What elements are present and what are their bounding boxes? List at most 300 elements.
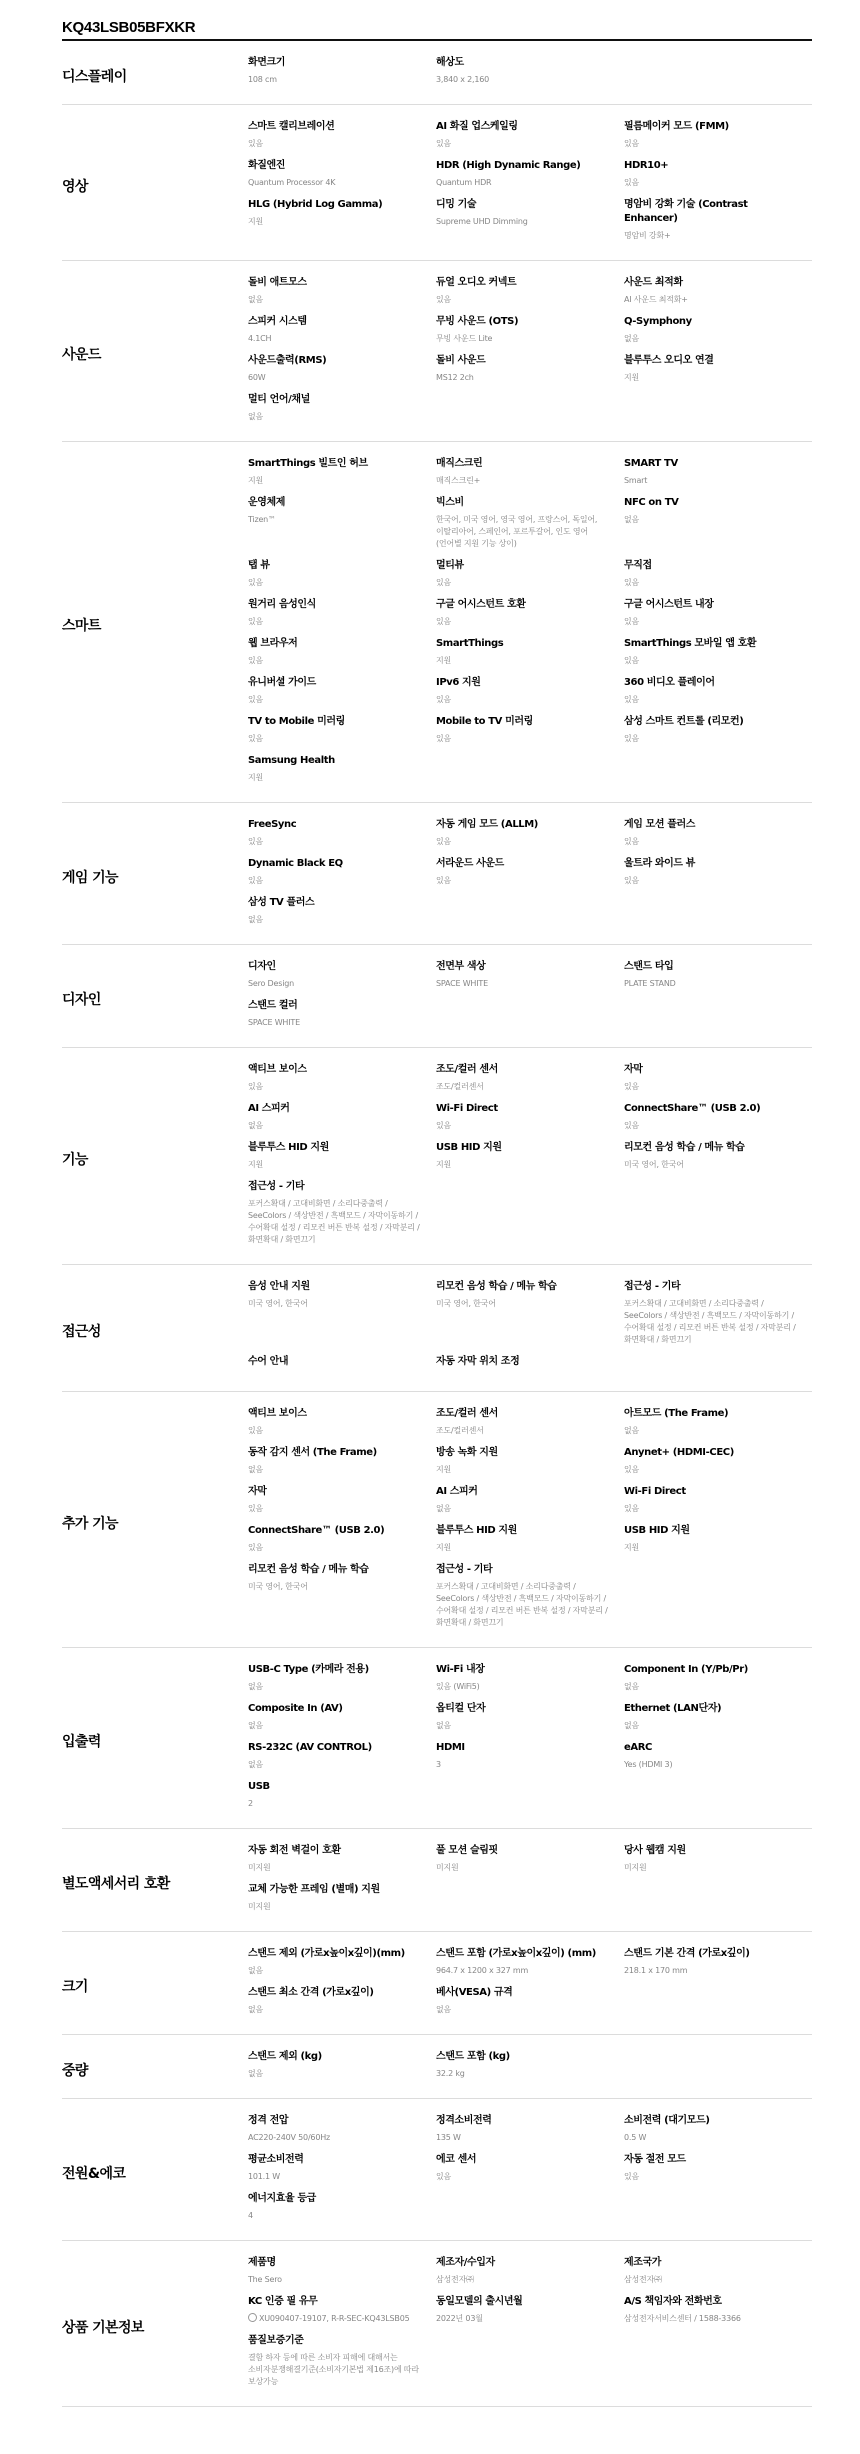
- spec-item: [248, 1180, 436, 1246]
- spec-item: [436, 159, 624, 189]
- spec-value: 있음: [248, 656, 264, 665]
- spec-label: 화질엔진: [248, 160, 286, 171]
- spec-label: USB: [248, 1781, 270, 1792]
- spec-label: 에코 센서: [436, 2154, 477, 2165]
- spec-item: [624, 1741, 812, 1771]
- spec-value: 지원: [436, 656, 452, 665]
- spec-label: 멀티뷰: [436, 560, 464, 571]
- section-title: 게임 기능: [62, 869, 118, 886]
- spec-value: 명암비 강화+: [624, 231, 671, 240]
- spec-section: [62, 2241, 812, 2407]
- spec-item: [248, 496, 436, 550]
- spec-value: 포커스확대 / 고대비화면 / 소리다중출력 / SeeColors / 색상반전 / 흑백모드 / 자막이동하기 / 수어확대 설정 / 리모컨 버튼 반복 설정 / 자막분리 / 화면확대 / 화면끄기: [624, 1299, 796, 1344]
- spec-value: 미지원: [436, 1863, 459, 1872]
- spec-value: 있음: [624, 837, 640, 846]
- spec-grid: [248, 1063, 812, 1255]
- spec-item: [248, 857, 436, 887]
- spec-value: 2022년 03월: [436, 2314, 483, 2323]
- spec-value: 3,840 x 2,160: [436, 75, 490, 84]
- spec-item: [624, 1446, 812, 1476]
- spec-value: 있음: [624, 734, 640, 743]
- spec-label: 수어 안내: [248, 1356, 289, 1367]
- spec-item: [248, 1446, 436, 1476]
- spec-label: 빅스비: [436, 497, 464, 508]
- spec-value: 있음: [624, 656, 640, 665]
- spec-section: [62, 261, 812, 442]
- spec-value: 없음: [624, 334, 640, 343]
- spec-item: [436, 276, 624, 306]
- spec-item: [248, 1102, 436, 1132]
- spec-grid: [248, 1280, 812, 1382]
- spec-value: 있음: [436, 578, 452, 587]
- spec-item: [624, 496, 812, 550]
- spec-label: Mobile to TV 미러링: [436, 716, 533, 727]
- spec-item: [436, 2114, 624, 2144]
- spec-item: [436, 457, 624, 487]
- spec-value: 지원: [436, 1543, 452, 1552]
- spec-value: 있음: [248, 837, 264, 846]
- spec-item: [248, 1280, 436, 1346]
- spec-value: 있음: [248, 1426, 264, 1435]
- spec-label: AI 스피커: [436, 1486, 478, 1497]
- spec-grid: [248, 1947, 812, 2025]
- spec-value: 있음 (WiFi5): [436, 1682, 480, 1691]
- spec-item: [436, 198, 624, 242]
- spec-value: 삼성전자㈜: [624, 2275, 662, 2284]
- spec-label: 자동 회전 벽걸이 호환: [248, 1845, 341, 1856]
- spec-label: 유니버셜 가이드: [248, 677, 316, 688]
- spec-label: 스탠드 포함 (가로x높이x깊이) (mm): [436, 1948, 596, 1959]
- spec-item: [624, 1844, 812, 1874]
- spec-grid: [248, 1663, 812, 1819]
- spec-item: [624, 1102, 812, 1132]
- spec-item: [436, 715, 624, 745]
- spec-label: 자동 게임 모드 (ALLM): [436, 819, 538, 830]
- spec-label: Wi-Fi 내장: [436, 1664, 485, 1675]
- spec-item: [436, 2256, 624, 2286]
- spec-label: 전면부 색상: [436, 961, 486, 972]
- spec-item: [624, 676, 812, 706]
- spec-label: 조도/컬러 센서: [436, 1064, 498, 1075]
- spec-item: [436, 637, 624, 667]
- spec-item: [624, 637, 812, 667]
- spec-value: 있음: [436, 876, 452, 885]
- spec-value: 결함 하자 등에 따른 소비자 피해에 대해서는 소비자분쟁해결기준(소비자기본법 제16조)에 따라 보상가능: [248, 2353, 419, 2386]
- spec-item: [624, 960, 812, 990]
- spec-value: 삼성전자서비스센터 / 1588-3366: [624, 2314, 741, 2323]
- spec-label: Dynamic Black EQ: [248, 858, 343, 869]
- spec-label: HDR (High Dynamic Range): [436, 160, 581, 171]
- spec-grid: [248, 1844, 812, 1922]
- spec-value: 있음: [624, 139, 640, 148]
- spec-item: [248, 2050, 436, 2080]
- spec-item: [248, 2295, 436, 2325]
- spec-label: 리모컨 음성 학습 / 메뉴 학습: [436, 1281, 557, 1292]
- spec-label: 스탠드 기본 간격 (가로x깊이): [624, 1948, 750, 1959]
- spec-label: 접근성 - 기타: [436, 1564, 493, 1575]
- spec-grid: [248, 2050, 812, 2089]
- spec-value: 없음: [436, 1721, 452, 1730]
- spec-value: Sero Design: [248, 979, 294, 988]
- spec-value: 964.7 x 1200 x 327 mm: [436, 1966, 529, 1975]
- spec-label: SmartThings: [436, 638, 504, 649]
- spec-label: 360 비디오 플레이어: [624, 677, 715, 688]
- spec-item: [436, 1141, 624, 1171]
- spec-item: [248, 1663, 436, 1693]
- spec-item: [624, 2295, 812, 2325]
- spec-item: [436, 2050, 624, 2080]
- spec-value: 없음: [248, 1721, 264, 1730]
- spec-item: [624, 120, 812, 150]
- spec-value: AI 사운드 최적화+: [624, 295, 688, 304]
- spec-value: 4: [248, 2211, 253, 2220]
- spec-label: Composite In (AV): [248, 1703, 343, 1714]
- spec-item: [624, 2256, 812, 2286]
- spec-value: SPACE WHITE: [436, 979, 488, 988]
- spec-item: [624, 276, 812, 306]
- spec-value: 미지원: [624, 1863, 647, 1872]
- spec-label: ConnectShare™ (USB 2.0): [624, 1103, 761, 1114]
- spec-grid: [248, 457, 812, 793]
- spec-label: 액티브 보이스: [248, 1064, 307, 1075]
- spec-label: 돌비 사운드: [436, 355, 486, 366]
- spec-item: [248, 354, 436, 384]
- spec-item: [248, 159, 436, 189]
- spec-label: 제조국가: [624, 2257, 662, 2268]
- section-title: 디스플레이: [62, 68, 127, 85]
- spec-section: [62, 803, 812, 945]
- section-title: 중량: [62, 2062, 88, 2079]
- spec-item: [248, 1844, 436, 1874]
- section-title: 디자인: [62, 992, 101, 1008]
- spec-value: 135 W: [436, 2133, 461, 2142]
- spec-value: 있음: [624, 1121, 640, 1130]
- spec-item: [624, 857, 812, 887]
- spec-section: [62, 2099, 812, 2241]
- spec-value: 101.1 W: [248, 2172, 280, 2181]
- spec-item: [624, 2114, 812, 2144]
- spec-item: [248, 1063, 436, 1093]
- spec-item: [436, 1102, 624, 1132]
- spec-label: 교체 가능한 프레임 (별매) 지원: [248, 1884, 380, 1895]
- spec-label: 해상도: [436, 57, 464, 68]
- spec-item: [624, 598, 812, 628]
- spec-item: [248, 754, 436, 784]
- spec-label: 동작 감지 센서 (The Frame): [248, 1447, 377, 1458]
- spec-value: 있음: [436, 837, 452, 846]
- spec-label: KC 인증 필 유무: [248, 2296, 318, 2307]
- spec-label: Ethernet (LAN단자): [624, 1703, 722, 1714]
- spec-label: 필름메이커 모드 (FMM): [624, 121, 729, 132]
- spec-value: 있음: [436, 695, 452, 704]
- spec-item: [248, 393, 436, 423]
- spec-item: [248, 1702, 436, 1732]
- spec-label: HDMI: [436, 1742, 465, 1753]
- spec-value: 미국 영어, 한국어: [624, 1160, 684, 1169]
- section-title: 상품 기본정보: [62, 2319, 144, 2336]
- spec-item: [248, 120, 436, 150]
- spec-item: [248, 999, 436, 1029]
- spec-label: 음성 안내 지원: [248, 1281, 310, 1292]
- spec-value: 없음: [624, 515, 640, 524]
- spec-label: USB HID 지원: [624, 1525, 690, 1536]
- section-title: 기능: [62, 1152, 88, 1168]
- spec-label: 풀 모션 슬림핏: [436, 1845, 498, 1856]
- spec-value: 없음: [624, 1426, 640, 1435]
- spec-item: [624, 354, 812, 384]
- spec-item: [248, 2114, 436, 2144]
- spec-item: [624, 1947, 812, 1977]
- spec-label: Samsung Health: [248, 755, 335, 766]
- spec-value: 없음: [248, 1966, 264, 1975]
- spec-label: 삼성 스마트 컨트롤 (리모컨): [624, 716, 744, 727]
- spec-value: 미지원: [248, 1863, 271, 1872]
- spec-value: 32.2 kg: [436, 2069, 465, 2078]
- spec-grid: [248, 2256, 812, 2397]
- spec-label: Component In (Y/Pb/Pr): [624, 1664, 748, 1675]
- spec-label: 자막: [248, 1486, 267, 1497]
- spec-label: 듀얼 오디오 커넥트: [436, 277, 517, 288]
- spec-label: 평균소비전력: [248, 2154, 304, 2165]
- spec-item: [248, 276, 436, 306]
- spec-value: 없음: [248, 1682, 264, 1691]
- spec-value: 있음: [436, 734, 452, 743]
- spec-value: Quantum HDR: [436, 178, 492, 187]
- spec-label: 명암비 강화 기술 (Contrast Enhancer): [624, 199, 748, 224]
- spec-section: [62, 1829, 812, 1932]
- spec-label: 블루투스 HID 지원: [248, 1142, 329, 1153]
- spec-item: [248, 1741, 436, 1771]
- spec-value: 없음: [248, 915, 264, 924]
- spec-value: 4.1CH: [248, 334, 272, 343]
- spec-section: [62, 442, 812, 803]
- spec-value: 있음: [436, 617, 452, 626]
- spec-value: 포커스확대 / 고대비화면 / 소리다중출력 / SeeColors / 색상반전 / 흑백모드 / 자막이동하기 / 수어확대 설정 / 리모컨 버튼 반복 설정 / 자막분리 / 화면확대 / 화면끄기: [248, 1199, 420, 1244]
- spec-value: 있음: [436, 2172, 452, 2181]
- spec-item: [248, 960, 436, 990]
- spec-grid: [248, 2114, 812, 2231]
- spec-value: 포커스확대 / 고대비화면 / 소리다중출력 / SeeColors / 색상반전 / 흑백모드 / 자막이동하기 / 수어확대 설정 / 리모컨 버튼 반복 설정 / 자막분리 / 화면확대 / 화면끄기: [436, 1582, 608, 1627]
- spec-value: 218.1 x 170 mm: [624, 1966, 688, 1975]
- spec-value: 없음: [436, 2005, 452, 2014]
- spec-grid: [248, 960, 812, 1038]
- spec-label: 베사(VESA) 규격: [436, 1987, 513, 1998]
- spec-label: Q-Symphony: [624, 316, 692, 327]
- spec-section: [62, 1392, 812, 1648]
- spec-label: 자막: [624, 1064, 643, 1075]
- spec-item: [624, 159, 812, 189]
- spec-label: TV to Mobile 미러링: [248, 716, 345, 727]
- spec-label: 스피커 시스템: [248, 316, 307, 327]
- spec-label: 스탠드 최소 간격 (가로x깊이): [248, 1987, 374, 1998]
- spec-label: 디자인: [248, 961, 276, 972]
- spec-grid: [248, 56, 812, 95]
- spec-section: [62, 945, 812, 1048]
- spec-value: 지원: [624, 373, 640, 382]
- spec-value: 108 cm: [248, 75, 277, 84]
- spec-label: 스마트 캘리브레이션: [248, 121, 335, 132]
- spec-item: [248, 1563, 436, 1629]
- spec-value: 있음: [248, 695, 264, 704]
- spec-value: 없음: [248, 295, 264, 304]
- spec-item: [436, 120, 624, 150]
- spec-section: [62, 1932, 812, 2035]
- spec-item: [624, 315, 812, 345]
- spec-value: 지원: [248, 217, 264, 226]
- spec-item: [436, 1741, 624, 1771]
- spec-item: [624, 1141, 812, 1171]
- spec-label: 자동 절전 모드: [624, 2154, 686, 2165]
- spec-item: [248, 676, 436, 706]
- spec-value: 있음: [624, 2172, 640, 2181]
- spec-value: 있음: [624, 617, 640, 626]
- spec-value: 무빙 사운드 Lite: [436, 334, 493, 343]
- spec-grid: [248, 1407, 812, 1638]
- spec-label: 정격 전압: [248, 2115, 289, 2126]
- spec-item: [624, 1524, 812, 1554]
- spec-label: 접근성 - 기타: [624, 1281, 681, 1292]
- spec-value: 미지원: [248, 1902, 271, 1911]
- spec-item: [436, 1446, 624, 1476]
- spec-label: ConnectShare™ (USB 2.0): [248, 1525, 385, 1536]
- section-title: 영상: [62, 178, 88, 195]
- spec-value: 조도/컬러센서: [436, 1426, 484, 1435]
- spec-item: [624, 457, 812, 487]
- spec-value: 있음: [248, 139, 264, 148]
- spec-item: [436, 1563, 624, 1629]
- spec-item: [248, 1883, 436, 1913]
- spec-label: SMART TV: [624, 458, 678, 469]
- spec-label: 자동 자막 위치 조정: [436, 1356, 520, 1367]
- spec-item: [624, 198, 812, 242]
- spec-label: 사운드 최적화: [624, 277, 683, 288]
- spec-value: 지원: [248, 773, 264, 782]
- spec-item: [436, 960, 624, 990]
- spec-item: [248, 198, 436, 242]
- spec-value: 3: [436, 1760, 441, 1769]
- spec-item: [436, 1947, 624, 1977]
- spec-label: 블루투스 HID 지원: [436, 1525, 517, 1536]
- spec-item: [436, 2153, 624, 2183]
- spec-label: 동일모델의 출시년월: [436, 2296, 523, 2307]
- spec-label: USB HID 지원: [436, 1142, 502, 1153]
- section-title: 입출력: [62, 1734, 101, 1750]
- spec-section: [62, 105, 812, 261]
- spec-label: 돌비 애트모스: [248, 277, 307, 288]
- spec-item: [248, 1780, 436, 1810]
- spec-label: HLG (Hybrid Log Gamma): [248, 199, 383, 210]
- section-title: 별도액세서리 호환: [62, 1876, 170, 1892]
- spec-label: 접근성 - 기타: [248, 1181, 305, 1192]
- spec-value: Supreme UHD Dimming: [436, 217, 528, 226]
- spec-value: The Sero: [248, 2275, 282, 2284]
- spec-value: 없음: [248, 412, 264, 421]
- spec-grid: [248, 276, 812, 432]
- spec-value: 있음: [248, 1504, 264, 1513]
- spec-item: [248, 1947, 436, 1977]
- spec-label: 에너지효율 등급: [248, 2193, 316, 2204]
- spec-item: [248, 2334, 436, 2388]
- section-title: 접근성: [62, 1324, 101, 1340]
- spec-item: [436, 1524, 624, 1554]
- spec-label: 구글 어시스턴트 내장: [624, 599, 714, 610]
- spec-item: [436, 1844, 624, 1874]
- spec-label: 당사 웹캠 지원: [624, 1845, 686, 1856]
- spec-value: 지원: [436, 1160, 452, 1169]
- spec-value: 있음: [624, 178, 640, 187]
- spec-label: 방송 녹화 지원: [436, 1447, 498, 1458]
- spec-value: AC220-240V 50/60Hz: [248, 2133, 331, 2142]
- spec-label: 리모컨 음성 학습 / 메뉴 학습: [248, 1564, 369, 1575]
- spec-value: 지원: [436, 1465, 452, 1474]
- spec-value: 없음: [248, 1465, 264, 1474]
- spec-value: 있음: [248, 876, 264, 885]
- spec-label: 품질보증기준: [248, 2335, 304, 2346]
- spec-value: 있음: [248, 734, 264, 743]
- spec-item: [248, 1141, 436, 1171]
- spec-label: USB-C Type (카메라 전용): [248, 1664, 369, 1675]
- spec-label: SmartThings 모바일 앱 호환: [624, 638, 757, 649]
- section-title: 사운드: [62, 347, 101, 363]
- spec-item: [436, 1355, 624, 1373]
- spec-label: 구글 어시스턴트 호환: [436, 599, 526, 610]
- spec-value: 2: [248, 1799, 253, 1808]
- spec-value: 없음: [248, 1121, 264, 1130]
- spec-value: 없음: [248, 2005, 264, 2014]
- spec-value: MS12 2ch: [436, 373, 474, 382]
- spec-value: Yes (HDMI 3): [624, 1760, 673, 1769]
- spec-value: 지원: [624, 1543, 640, 1552]
- spec-section: [62, 1648, 812, 1829]
- spec-item: [624, 1663, 812, 1693]
- spec-item: [624, 1280, 812, 1346]
- spec-item: [436, 1407, 624, 1437]
- spec-value: Tizen™: [248, 515, 276, 524]
- spec-section: [62, 1265, 812, 1392]
- spec-label: 탭 뷰: [248, 560, 270, 571]
- spec-item: [248, 715, 436, 745]
- spec-item: [248, 598, 436, 628]
- spec-section: [62, 41, 812, 105]
- spec-item: [248, 818, 436, 848]
- spec-value: 있음: [436, 1121, 452, 1130]
- spec-value: 있음: [436, 139, 452, 148]
- spec-item: [436, 598, 624, 628]
- spec-label: 제품명: [248, 2257, 276, 2268]
- spec-value: 있음: [624, 876, 640, 885]
- spec-value: 지원: [248, 1160, 264, 1169]
- spec-item: [248, 315, 436, 345]
- spec-item: [436, 1663, 624, 1693]
- spec-value: 있음: [248, 578, 264, 587]
- spec-label: Wi-Fi Direct: [436, 1103, 498, 1114]
- spec-label: RS-232C (AV CONTROL): [248, 1742, 372, 1753]
- spec-item: [436, 56, 624, 86]
- spec-label: AI 화질 업스케일링: [436, 121, 518, 132]
- spec-label: AI 스피커: [248, 1103, 290, 1114]
- spec-label: 울트라 와이드 뷰: [624, 858, 695, 869]
- spec-item: [248, 1524, 436, 1554]
- spec-item: [624, 1407, 812, 1437]
- spec-label: 원거리 음성인식: [248, 599, 316, 610]
- spec-item: [624, 1702, 812, 1732]
- spec-value: 있음: [624, 695, 640, 704]
- spec-label: 삼성 TV 플러스: [248, 897, 315, 908]
- kc-mark-icon: [248, 2313, 257, 2322]
- spec-value: SPACE WHITE: [248, 1018, 300, 1027]
- spec-item: [436, 2295, 624, 2325]
- spec-label: Anynet+ (HDMI-CEC): [624, 1447, 734, 1458]
